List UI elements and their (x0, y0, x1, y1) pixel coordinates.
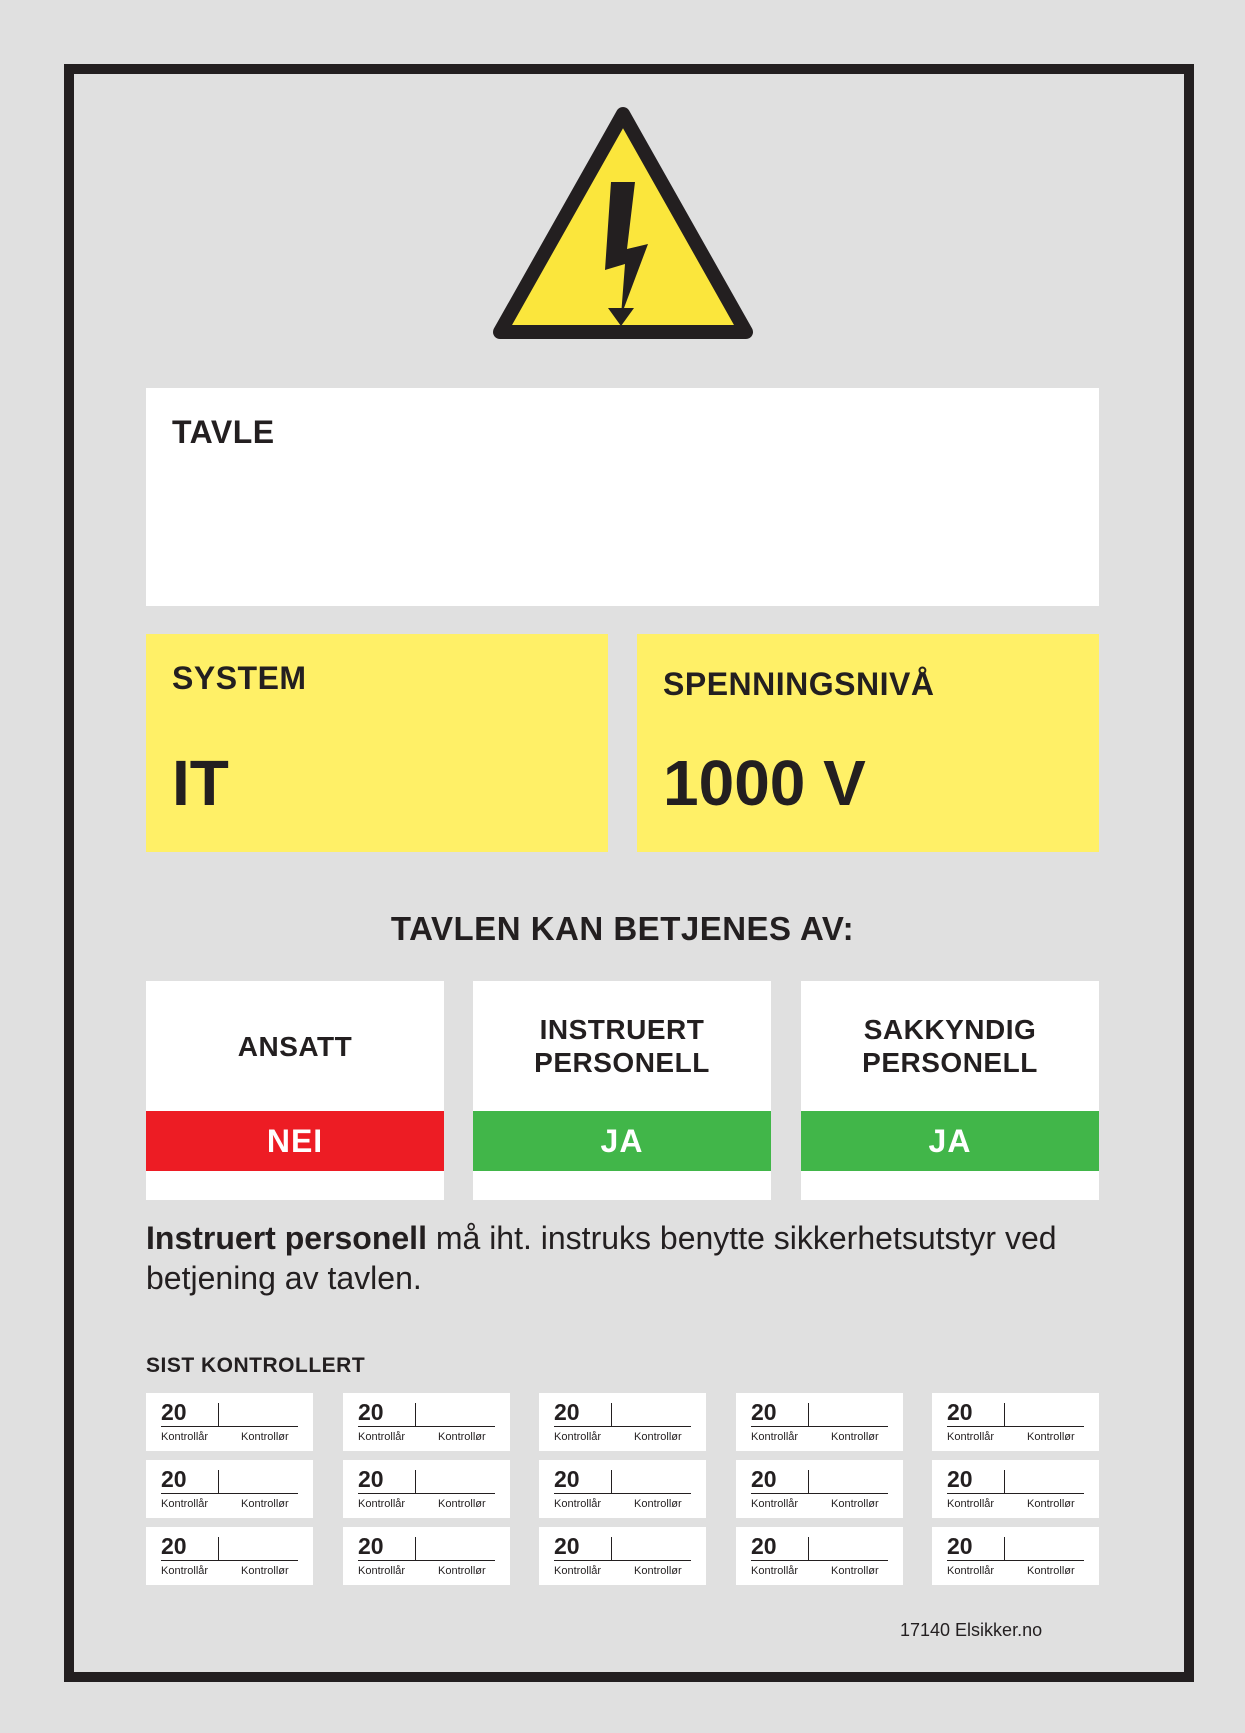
divider (1004, 1470, 1005, 1493)
divider (415, 1403, 416, 1426)
write-line (554, 1493, 691, 1494)
write-line (554, 1560, 691, 1561)
field-kontrollor: Kontrollør (831, 1565, 879, 1577)
operator-ansatt (146, 981, 444, 1200)
field-kontrollor: Kontrollør (1027, 1565, 1075, 1577)
year-prefix: 20 (161, 1466, 187, 1492)
write-line (947, 1560, 1084, 1561)
operator-name: INSTRUERT PERSONELL (534, 1014, 710, 1078)
write-line (358, 1426, 495, 1427)
field-kontrollar: Kontrollår (161, 1565, 209, 1577)
field-kontrollor: Kontrollør (241, 1565, 289, 1577)
write-line (358, 1493, 495, 1494)
write-line (161, 1560, 298, 1561)
kontroll-cell[interactable] (932, 1393, 1099, 1451)
divider (611, 1403, 612, 1426)
field-kontrollor: Kontrollør (1027, 1498, 1075, 1510)
write-line (751, 1493, 888, 1494)
year-prefix: 20 (947, 1466, 973, 1492)
kontroll-cell[interactable] (932, 1527, 1099, 1585)
field-kontrollor: Kontrollør (831, 1498, 879, 1510)
operator-sakkyndig (801, 981, 1099, 1200)
field-kontrollar: Kontrollår (947, 1498, 995, 1510)
tavle-label: TAVLE (172, 414, 275, 450)
year-prefix: 20 (554, 1466, 580, 1492)
divider (1004, 1537, 1005, 1560)
footer-code: 17140 Elsikker.no (900, 1620, 1043, 1640)
operators-heading: TAVLEN KAN BETJENES AV: (390, 910, 855, 947)
divider (808, 1403, 809, 1426)
year-prefix: 20 (947, 1533, 973, 1559)
spenning-box (637, 634, 1099, 852)
field-kontrollar: Kontrollår (358, 1565, 406, 1577)
kontroll-cell[interactable] (736, 1393, 903, 1451)
field-kontrollor: Kontrollør (438, 1565, 486, 1577)
field-kontrollar: Kontrollår (947, 1565, 995, 1577)
kontroll-cell[interactable] (146, 1393, 313, 1451)
divider (218, 1537, 219, 1560)
field-kontrollar: Kontrollår (751, 1565, 799, 1577)
operator-name: SAKKYNDIG PERSONELL (862, 1014, 1038, 1078)
field-kontrollar: Kontrollår (554, 1498, 602, 1510)
operator-name: ANSATT (237, 1030, 353, 1062)
field-kontrollar: Kontrollår (358, 1498, 406, 1510)
note-rest: må iht. instruks benytte sikkerhetsutstyr ved betjening av tavlen. (146, 1220, 1057, 1296)
divider (415, 1537, 416, 1560)
kontroll-cell[interactable] (146, 1460, 313, 1518)
kontroll-cell[interactable] (146, 1527, 313, 1585)
year-prefix: 20 (358, 1533, 384, 1559)
year-prefix: 20 (358, 1399, 384, 1425)
write-line (161, 1493, 298, 1494)
field-kontrollar: Kontrollår (161, 1431, 209, 1443)
kontroll-cell[interactable] (343, 1527, 510, 1585)
field-kontrollar: Kontrollår (358, 1431, 406, 1443)
kontroll-cell[interactable] (539, 1527, 706, 1585)
field-kontrollor: Kontrollør (634, 1498, 682, 1510)
year-prefix: 20 (947, 1399, 973, 1425)
write-line (947, 1426, 1084, 1427)
field-kontrollor: Kontrollør (634, 1431, 682, 1443)
year-prefix: 20 (554, 1533, 580, 1559)
divider (1004, 1403, 1005, 1426)
operator-answer: JA (801, 1111, 1099, 1171)
spenning-value: 1000 V (663, 747, 866, 819)
operator-answer: NEI (146, 1111, 444, 1171)
divider (808, 1470, 809, 1493)
field-kontrollor: Kontrollør (438, 1431, 486, 1443)
system-value: IT (172, 747, 229, 819)
field-kontrollar: Kontrollår (161, 1498, 209, 1510)
system-box (146, 634, 608, 852)
write-line (554, 1426, 691, 1427)
year-prefix: 20 (358, 1466, 384, 1492)
operator-instruert (473, 981, 771, 1200)
write-line (358, 1560, 495, 1561)
kontroll-cell[interactable] (343, 1460, 510, 1518)
note-bold: Instruert personell (146, 1220, 427, 1256)
tavle-box (146, 388, 1099, 606)
field-kontrollar: Kontrollår (751, 1431, 799, 1443)
divider (218, 1470, 219, 1493)
year-prefix: 20 (554, 1399, 580, 1425)
divider (611, 1537, 612, 1560)
field-kontrollar: Kontrollår (751, 1498, 799, 1510)
field-kontrollor: Kontrollør (634, 1565, 682, 1577)
divider (611, 1470, 612, 1493)
year-prefix: 20 (751, 1533, 777, 1559)
high-voltage-warning-icon (488, 104, 758, 344)
kontroll-cell[interactable] (736, 1460, 903, 1518)
kontroll-cell[interactable] (343, 1393, 510, 1451)
write-line (161, 1426, 298, 1427)
field-kontrollar: Kontrollår (947, 1431, 995, 1443)
system-label: SYSTEM (172, 660, 307, 696)
year-prefix: 20 (161, 1399, 187, 1425)
field-kontrollor: Kontrollør (1027, 1431, 1075, 1443)
divider (218, 1403, 219, 1426)
field-kontrollar: Kontrollår (554, 1431, 602, 1443)
field-kontrollor: Kontrollør (831, 1431, 879, 1443)
instruction-note (146, 1218, 1099, 1298)
kontroll-cell[interactable] (539, 1460, 706, 1518)
year-prefix: 20 (751, 1466, 777, 1492)
write-line (947, 1493, 1084, 1494)
spenning-label: SPENNINGSNIVÅ (663, 666, 935, 702)
kontroll-cell[interactable] (932, 1460, 1099, 1518)
field-kontrollar: Kontrollår (554, 1565, 602, 1577)
divider (808, 1537, 809, 1560)
sist-kontrollert-label: SIST KONTROLLERT (146, 1354, 366, 1377)
divider (415, 1470, 416, 1493)
kontroll-cell[interactable] (736, 1527, 903, 1585)
write-line (751, 1560, 888, 1561)
year-prefix: 20 (751, 1399, 777, 1425)
field-kontrollor: Kontrollør (241, 1498, 289, 1510)
field-kontrollor: Kontrollør (438, 1498, 486, 1510)
write-line (751, 1426, 888, 1427)
kontroll-cell[interactable] (539, 1393, 706, 1451)
operator-answer: JA (473, 1111, 771, 1171)
field-kontrollor: Kontrollør (241, 1431, 289, 1443)
year-prefix: 20 (161, 1533, 187, 1559)
